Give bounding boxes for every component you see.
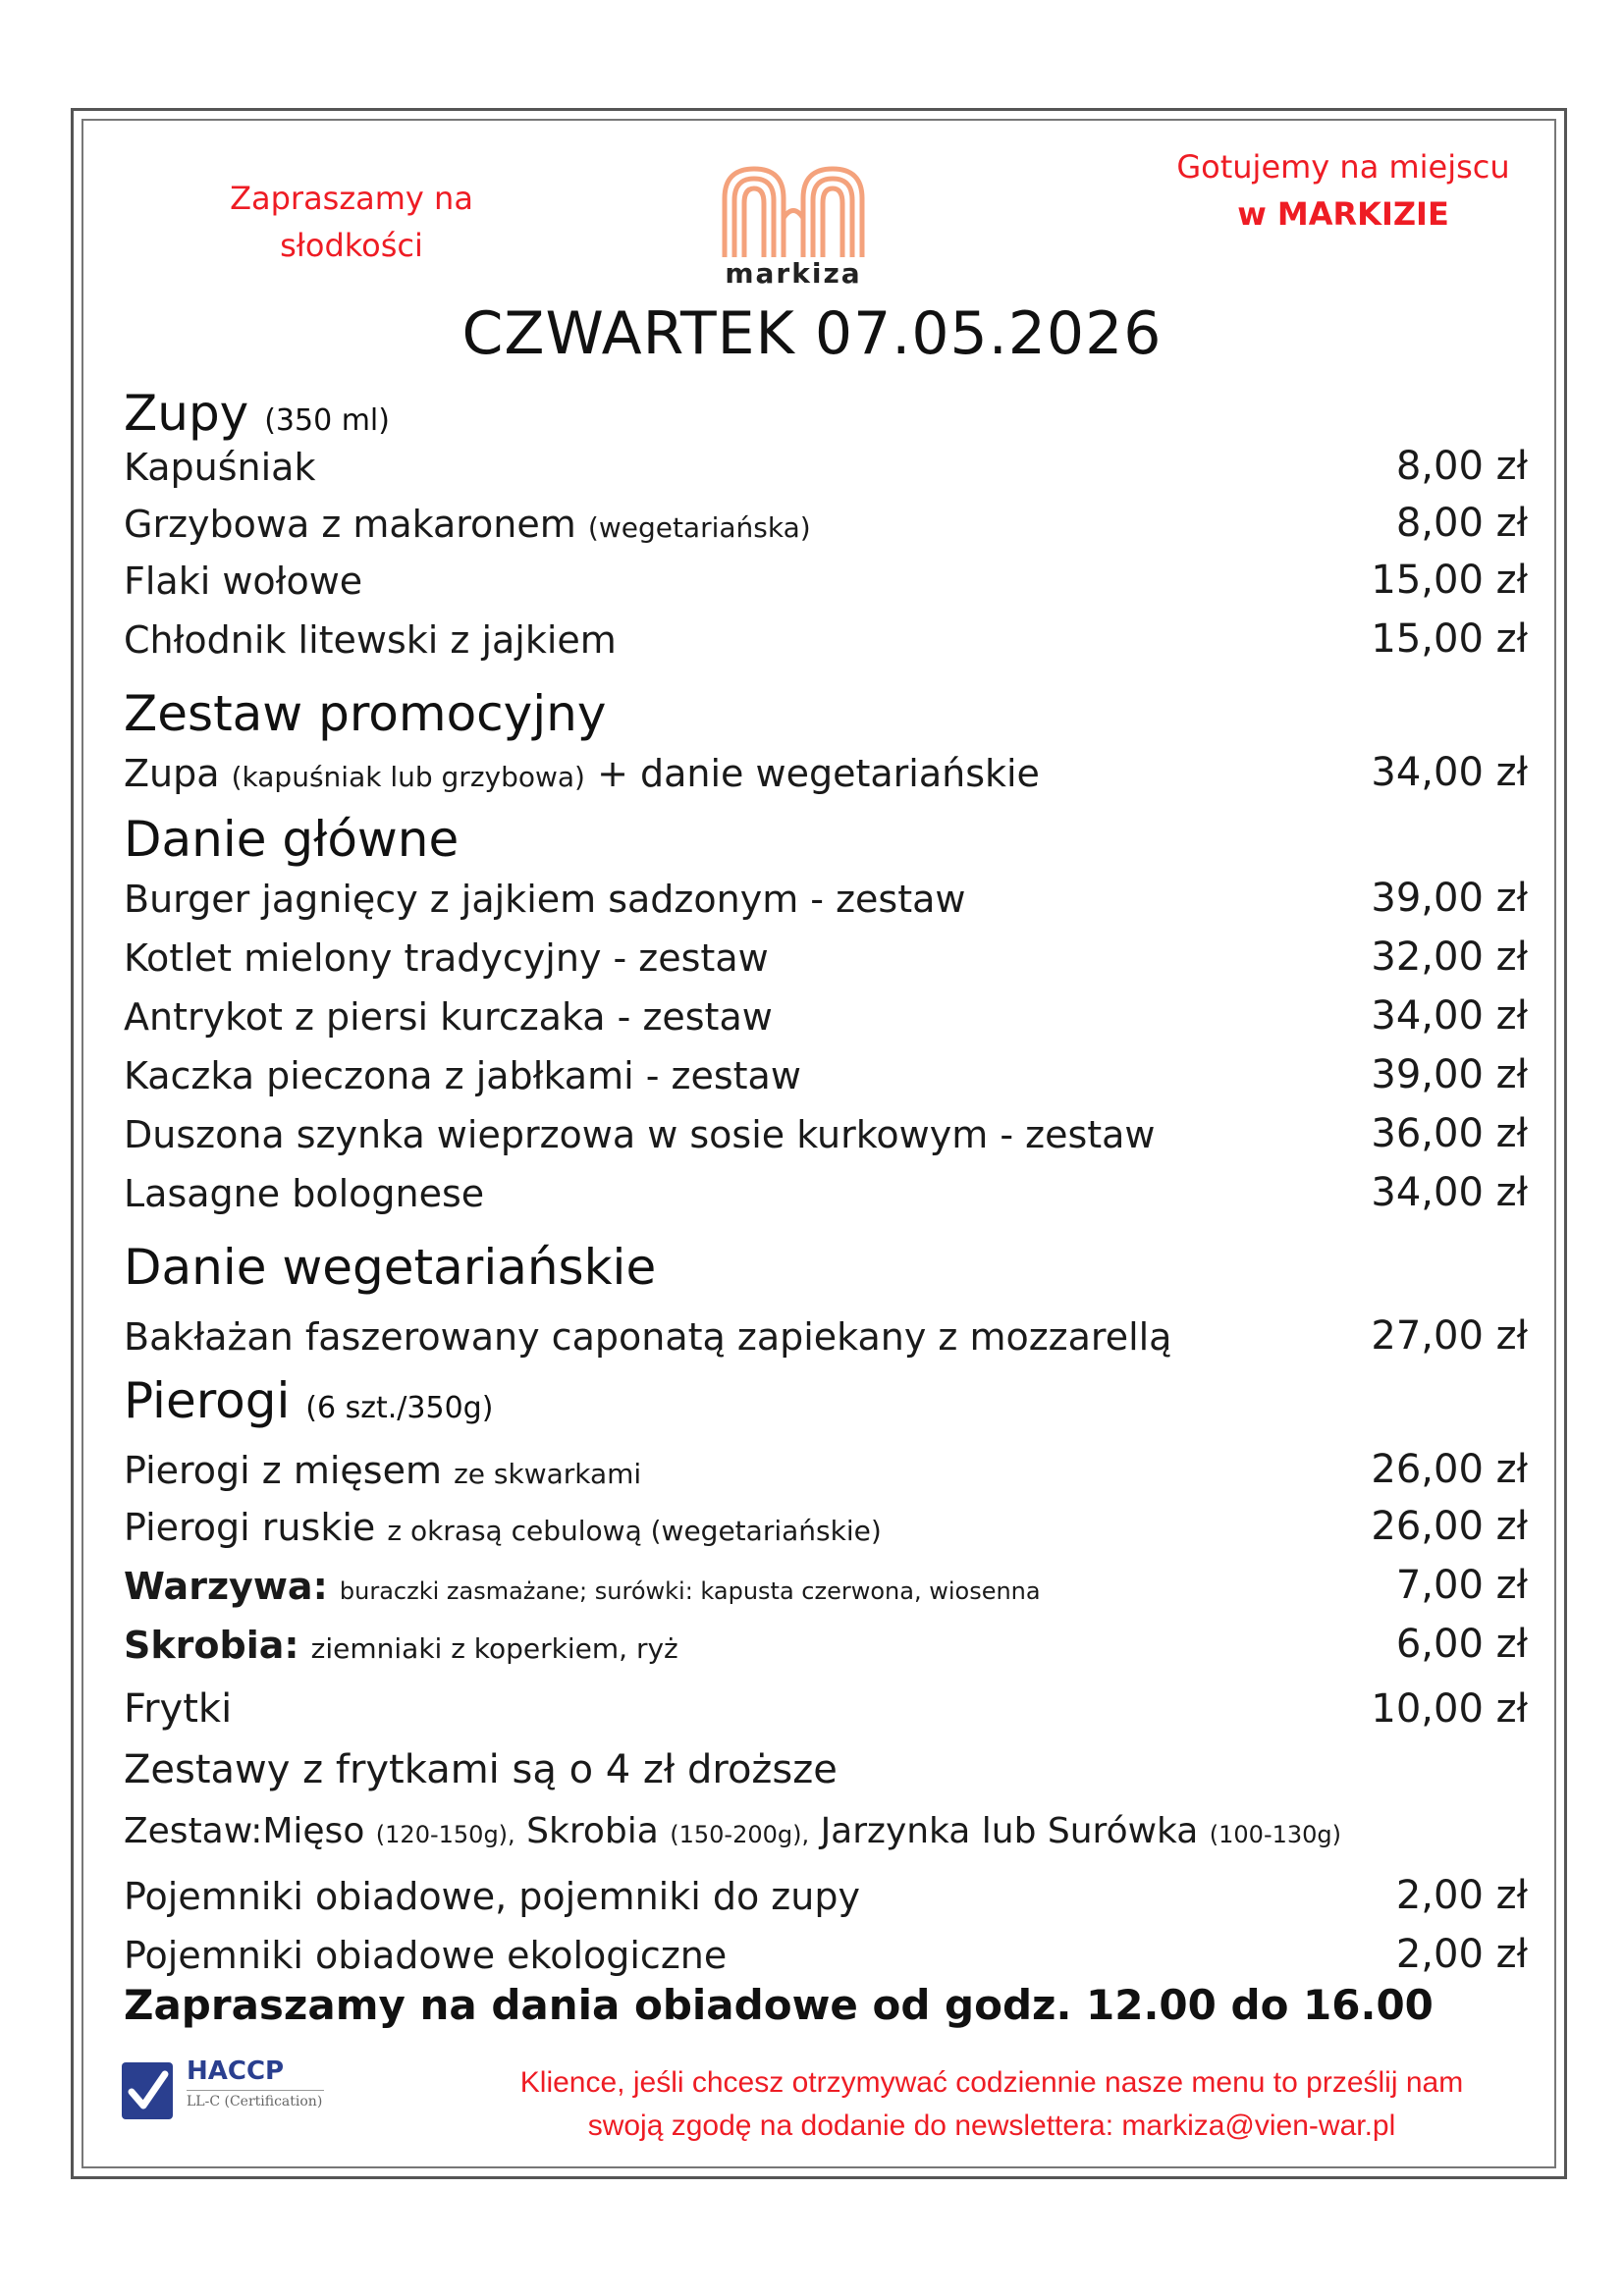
menu-item-name: Duszona szynka wieprzowa w sosie kurkowym - zestaw [124, 1113, 1156, 1156]
menu-item-note: (wegetariańska) [587, 511, 811, 544]
menu-item [124, 874, 1528, 929]
menu-item [124, 748, 1528, 803]
menu-item-name: Kaczka pieczona z jabłkami - zestaw [124, 1054, 801, 1097]
soups-heading [124, 385, 390, 442]
menu-item-price: 39,00 zł [1371, 1052, 1528, 1097]
vegetarian-heading: Danie wegetariańskie [124, 1239, 657, 1296]
soups-title: Zupy [124, 385, 249, 442]
starch-label: Skrobia: [124, 1624, 299, 1667]
menu-item [124, 614, 1528, 669]
vegetables-label: Warzywa: [124, 1565, 328, 1608]
menu-item-name: Pojemniki obiadowe ekologiczne [124, 1934, 728, 1977]
menu-item [124, 499, 1528, 554]
starch-note: ziemniaki z koperkiem, ryż [310, 1632, 678, 1665]
cooking-note-line1: Gotujemy na miejscu [1176, 148, 1510, 186]
fries-note-line [124, 1745, 1528, 1800]
menu-item-price: 15,00 zł [1371, 616, 1528, 662]
menu-item [124, 1930, 1528, 1985]
menu-item [124, 1871, 1528, 1926]
menu-item [124, 442, 1528, 497]
fries-label: Frytki [124, 1686, 233, 1732]
starch-price: 6,00 zł [1395, 1622, 1528, 1667]
haccp-check-icon [122, 2062, 173, 2119]
menu-date-title: CZWARTEK 07.05.2026 [461, 299, 1163, 368]
sweets-note [214, 175, 489, 269]
cooking-note [1147, 143, 1540, 238]
menu-item-name: Pierogi z mięsem [124, 1449, 442, 1492]
menu-item-name: Pierogi ruskie [124, 1506, 376, 1549]
menu-item-price: 34,00 zł [1371, 993, 1528, 1039]
menu-item-name: Pojemniki obiadowe, pojemniki do zupy [124, 1875, 860, 1918]
menu-item-price: 32,00 zł [1371, 934, 1528, 980]
menu-item-price: 26,00 zł [1371, 1447, 1528, 1492]
haccp-subtitle: LL-C (Certification) [187, 2094, 323, 2109]
pierogi-heading [124, 1372, 493, 1429]
menu-item [124, 1168, 1528, 1223]
vegetables-note: buraczki zasmażane; surówki: kapusta czerwona, wiosenna [339, 1577, 1041, 1605]
menu-item-note: ze skwarkami [454, 1458, 642, 1490]
menu-item-name: Burger jagnięcy z jajkiem sadzonym - zestaw [124, 878, 966, 921]
menu-item [124, 1109, 1528, 1164]
sweets-note-line1: Zapraszamy na [230, 180, 473, 217]
menu-item [124, 1502, 1528, 1557]
opening-hours-note: Zapraszamy na dania obiadowe od godz. 12.00 do 16.00 [124, 1981, 1434, 2029]
set-veg: Jarzynka lub Surówka [820, 1811, 1199, 1851]
menu-item-price: 2,00 zł [1395, 1932, 1528, 1977]
menu-item-price: 39,00 zł [1371, 876, 1528, 921]
menu-item-price: 8,00 zł [1395, 501, 1528, 546]
mains-heading: Danie główne [124, 811, 460, 868]
fries-price: 10,00 zł [1371, 1686, 1528, 1732]
pierogi-note: (6 szt./350g) [305, 1391, 494, 1425]
set-starch: Skrobia [526, 1811, 659, 1851]
menu-item-name: Flaki wołowe [124, 560, 363, 603]
menu-item-name: Bakłażan faszerowany caponatą zapiekany z mozzarellą [124, 1315, 1172, 1359]
newsletter-note [422, 2061, 1561, 2148]
fries-note: Zestawy z frytkami są o 4 zł droższe [124, 1747, 838, 1792]
menu-item-price: 34,00 zł [1371, 750, 1528, 795]
promo-item-note: (kapuśniak lub grzybowa) [231, 761, 585, 793]
menu-item-name: Kapuśniak [124, 446, 316, 489]
promo-item-prefix: Zupa [124, 752, 220, 795]
soups-note: (350 ml) [264, 403, 390, 438]
menu-item [124, 556, 1528, 611]
menu-item [124, 991, 1528, 1046]
newsletter-line2: swoją zgodę na dodanie do newslettera: markiza@vien-war.pl [587, 2109, 1396, 2142]
menu-item-price: 15,00 zł [1371, 558, 1528, 603]
set-meat: Zestaw:Mięso [124, 1811, 365, 1851]
menu-item-price: 27,00 zł [1371, 1313, 1528, 1359]
logo-wordmark: markiza [725, 257, 862, 290]
menu-item-name: Grzybowa z makaronem [124, 503, 576, 546]
promo-heading: Zestaw promocyjny [124, 685, 607, 742]
set-veg-note: (100-130g) [1209, 1821, 1342, 1848]
menu-item-name: Kotlet mielony tradycyjny - zestaw [124, 936, 769, 980]
haccp-divider [187, 2090, 324, 2091]
menu-item [124, 933, 1528, 988]
menu-item-price: 34,00 zł [1371, 1170, 1528, 1215]
menu-item [124, 1561, 1528, 1616]
newsletter-line1: Klience, jeśli chcesz otrzymywać codziennie nasze menu to prześlij nam [519, 2066, 1464, 2099]
promo-item-suffix: + danie wegetariańskie [597, 752, 1040, 795]
menu-item-price: 2,00 zł [1395, 1873, 1528, 1918]
set-starch-note: (150-200g), [670, 1821, 810, 1848]
menu-item [124, 1050, 1528, 1105]
menu-item [124, 1311, 1528, 1366]
menu-item [124, 1620, 1528, 1675]
haccp-title: HACCP [187, 2056, 285, 2086]
sweets-note-line2: słodkości [280, 227, 423, 264]
set-composition-line [124, 1804, 1528, 1859]
menu-item-name: Lasagne bolognese [124, 1172, 485, 1215]
menu-item-note: z okrasą cebulową (wegetariańskie) [387, 1515, 882, 1547]
menu-item-name: Antrykot z piersi kurczaka - zestaw [124, 995, 773, 1039]
menu-item-price: 36,00 zł [1371, 1111, 1528, 1156]
menu-item-name: Chłodnik litewski z jajkiem [124, 618, 617, 662]
menu-item [124, 1445, 1528, 1500]
cooking-note-line2: w MARKIZIE [1237, 195, 1449, 233]
vegetables-price: 7,00 zł [1395, 1563, 1528, 1608]
set-meat-note: (120-150g), [375, 1821, 515, 1848]
haccp-badge [122, 2056, 328, 2125]
menu-item-price: 8,00 zł [1395, 444, 1528, 489]
menu-item-price: 26,00 zł [1371, 1504, 1528, 1549]
menu-item [124, 1684, 1528, 1739]
pierogi-title: Pierogi [124, 1372, 291, 1429]
